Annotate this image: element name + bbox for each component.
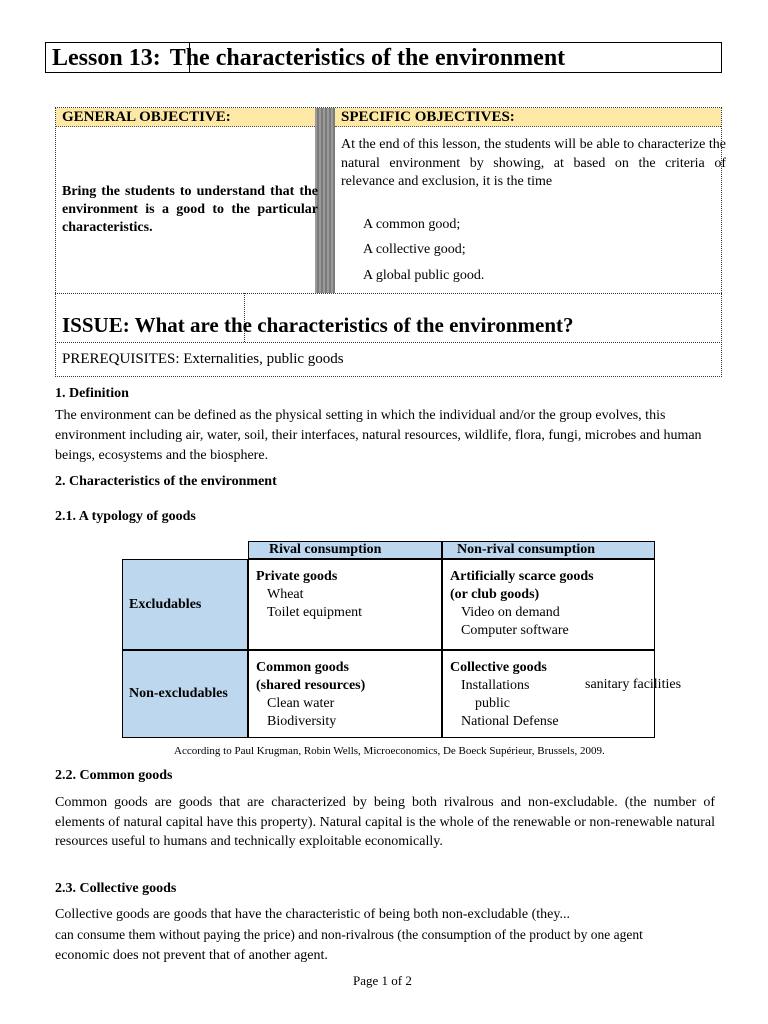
general-objective-text: Bring the students to understand that the environment is a good to the particular characteristics. [62,184,318,235]
page-number: Page 1 of 2 [353,973,412,988]
collective-goods-line: can consume them without paying the price) and non-rivalrous (the consumption of the product by one agent [55,927,643,942]
section-heading-characteristics: 2. Characteristics of the environment [55,474,277,489]
row-header-excludables: Excludables [122,559,248,650]
specific-objectives-text: At the end of this lesson, the students will be able to characterize the natural environment by showing, at based on the criteria of relevance and exclusion, it is the time [341,137,726,189]
objective-bullet [363,241,466,259]
cell-item: Biodiversity [267,714,337,729]
row-header-non-excludables: Non-excludables [122,650,248,738]
definition-paragraph: The environment can be defined as the physical setting in which the individual and/or the group evolves, this environment including air, water, soil, their interfaces, natural resources, wildlife, flora, fungi, microbes and human beings, ecosystems and the biosphere. [55,408,702,463]
section-heading-definition: 1. Definition [55,386,129,401]
section-heading-collective-goods: 2.3. Collective goods [55,881,177,896]
cell-item-overflow: sanitary facilities [585,677,682,692]
cell-item: Toilet equipment [267,605,363,620]
cell-item: Installations [461,678,530,693]
collective-goods-line: economic does not prevent that of another agent. [55,948,328,963]
cell-common-goods [248,650,442,738]
collective-goods-line: Collective goods are goods that have the characteristic of being both non-excludable (they... [55,907,570,922]
general-objective-header: GENERAL OBJECTIVE: [56,108,315,127]
row-divider [55,293,722,294]
cell-item: Wheat [267,587,304,602]
objective-bullet [363,216,460,234]
specific-objectives-header: SPECIFIC OBJECTIVES: [335,108,721,127]
section-heading-typology: 2.1. A typology of goods [55,509,196,524]
cell-collective-goods [442,650,655,738]
issue-heading: ISSUE: What are the characteristics of the environment? [62,313,574,337]
column-header-non-rival: Non-rival consumption [442,541,655,559]
lesson-title [52,43,565,73]
table-source-citation: According to Paul Krugman, Robin Wells, Microeconomics, De Boeck Supérieur, Brussels, 2009. [174,745,605,757]
lesson-title-text: The characteristics of the environment [169,45,566,71]
section-heading-common-goods: 2.2. Common goods [55,768,173,783]
bullet-text: A collective good; [363,242,466,257]
cell-item: Video on demand [461,605,560,620]
column-header-rival: Rival consumption [248,541,442,559]
cell-title: Collective goods [450,660,547,675]
cell-title: Artificially scarce goods [450,569,594,584]
shaded-column [315,108,335,293]
bullet-text: A global public good. [363,268,485,283]
cell-subtitle: (shared resources) [256,678,366,693]
row-divider [55,342,722,343]
cell-club-goods [442,559,655,650]
bullet-text: A common good; [363,217,461,232]
common-goods-paragraph: Common goods are goods that are characterized by being both rivalrous and non-excludable. (the number of elements of natural capital have this property). Natural capital is the whole of the renewable or non-renewable natural resources useful to humans and technically exploitable economically. [55,795,715,849]
cell-subtitle: (or club goods) [450,587,540,602]
cell-title: Common goods [256,660,349,675]
cell-item: public [475,696,510,711]
cell-private-goods [248,559,442,650]
cell-item: National Defense [461,714,559,729]
prerequisites: PREREQUISITES: Externalities, public goods [62,351,344,367]
lesson-number: Lesson 13: [52,45,161,71]
cell-item: Computer software [461,623,569,638]
cell-item: Clean water [267,696,335,711]
objective-bullet [363,267,484,285]
cell-title: Private goods [256,569,338,584]
